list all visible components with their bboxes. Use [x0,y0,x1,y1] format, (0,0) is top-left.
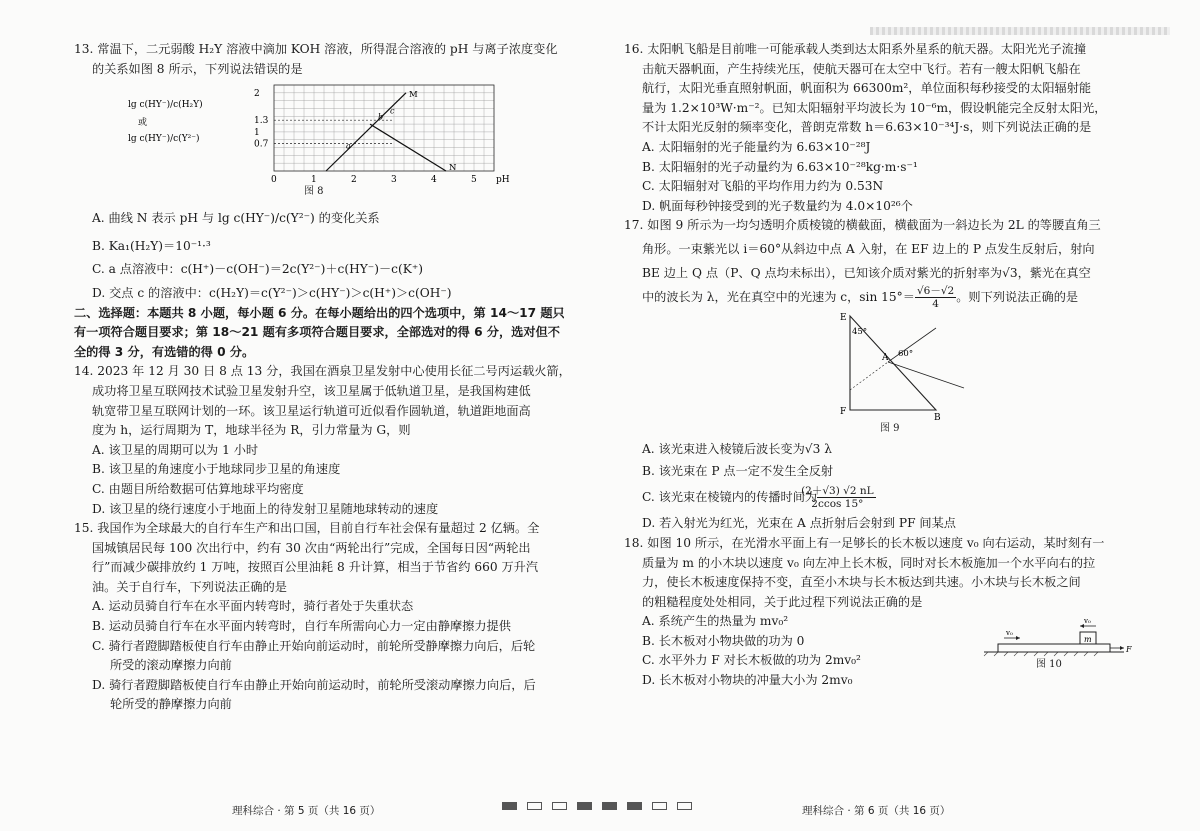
x-axis-label: pH [496,175,510,186]
q14-option-c: C. 由题目所给数据可估算地球平均密度 [92,481,304,496]
q16-option-d: D. 帆面每秒钟接受到的光子数量约为 4.0×10²⁶个 [642,198,913,213]
section2-line2: 有一项符合题目要求；第 18～21 题有多项符合题目要求，全部选对的得 6 分，选对但不 [74,325,560,340]
figure-10-caption: 图 10 [1036,659,1062,671]
q17-option-c [642,485,1132,510]
q14-line2: 成功将卫星互联网技术试验卫星发射升空，该卫星属于低轨道卫星，是我国构建低 [92,383,531,398]
q13-option-c: C. a 点溶液中：c(H⁺)－c(OH⁻)＝2c(Y²⁻)＋c(HY⁻)－c(K⁺) [92,262,424,277]
q17-line4-text: 中的波长为 λ，光在真空中的光速为 c，sin 15°＝ [642,290,915,305]
q13-option-b: B. Ka₁(H₂Y)＝10⁻¹·³ [92,238,211,253]
page-marker-row [502,800,692,812]
section2-line1: 二、选择题：本题共 8 小题，每小题 6 分。在每小题给出的四个选项中，第 14～17 题只 [74,305,565,320]
x-tick-label: 1 [311,175,317,186]
long-board [998,644,1110,652]
q15-line4: 油。关于自行车，下列说法正确的是 [92,579,287,594]
right-column [624,40,1132,691]
q17-line4-end: 。则下列说法正确的是 [956,290,1079,305]
sin15-denominator: 4 [932,298,939,311]
x-tick-label: 4 [431,175,437,186]
page-marker [527,802,542,810]
y-tick-label: 0.7 [254,139,269,150]
label-B: B [934,413,941,424]
scan-artifact-bar [870,27,1170,35]
q16-line5: 不计太阳光反射的频率变化，普朗克常数 h＝6.63×10⁻³⁴J·s，则下列说法正确的是 [642,120,1092,135]
page-marker [627,802,642,810]
q15-option-d1: D. 骑行者蹬脚踏板使自行车由静止开始向前运动时，前轮所受滚动摩擦力向后，后 [92,677,536,692]
q16-line4: 量为 1.2×10³W·m⁻²。已知太阳辐射平均波长为 10⁻⁶m，假设帆能完全反射太阳光， [642,100,1107,115]
figure-9-caption: 图 9 [880,423,900,435]
figure-8 [124,79,586,203]
page-marker [677,802,692,810]
q14-option-a: A. 该卫星的周期可以为 1 小时 [92,442,259,457]
footer-right: 理科综合 · 第 6 页（共 16 页） [802,805,951,817]
figure-9-prism [824,310,984,424]
label-F: F [1126,645,1132,655]
x-tick-label: 5 [471,175,477,186]
figure-9 [824,310,1132,440]
point-label-a: a [346,141,351,151]
y-tick-label: 1 [254,128,260,139]
q18-line3: 力，使长木板速度保持不变，直至小木块与长木板达到共速。小木块与长木板之间 [642,575,1081,590]
figure-8-ylabel2: lg c(HY⁻)/c(Y²⁻) [128,134,200,145]
label-v0-board: v₀ [1006,629,1013,638]
page-marker [577,802,592,810]
figure-8-ylabel-or: 或 [138,118,148,129]
q13-option-d: D. 交点 c 的溶液中：c(H₂Y)＝c(Y²⁻)＞c(HY⁻)＞c(H⁺)＞c(OH⁻) [92,285,452,300]
figure-8-marks [254,89,510,185]
q18-option-b: B. 长木板对小物块做的功为 0 [642,633,805,648]
page-marker [652,802,667,810]
reflected-ray [888,362,964,388]
force-arrowhead [1120,646,1124,650]
label-E: E [840,313,847,324]
y-tick-label: 2 [254,89,260,100]
q18-options-block [624,612,1132,690]
label-45deg: 45° [852,327,868,338]
q15-line1: 15. 我国作为全球最大的自行车生产和出口国，目前自行车社会保有量超过 2 亿辆。全 [74,521,540,536]
x-tick-label: 2 [351,175,357,186]
x-tick-label: 0 [271,175,277,186]
q17-option-c-text: C. 该光束在棱镜内的传播时间为 [642,490,818,505]
q18-option-a: A. 系统产生的热量为 mv₀² [642,614,789,629]
q18-option-c: C. 水平外力 F 对长木板做的功为 2mv₀² [642,653,861,668]
q15-line3: 行”而减少碳排放约 1 万吨，按照百公里油耗 8 升计算，相当于节省约 660 万升汽 [92,560,539,575]
q16-option-b: B. 太阳辐射的光子动量约为 6.63×10⁻²⁸kg·m·s⁻¹ [642,159,918,174]
figure-8-chart [124,79,510,187]
q18-line2: 质量为 m 的小木块以速度 v₀ 向左冲上长木板，同时对长木板施加一个水平向右的拉 [642,555,1096,570]
point-label-b: b [378,112,384,122]
label-v0-block: v₀ [1084,617,1091,626]
q17-option-b: B. 该光束在 P 点一定不发生全反射 [642,463,834,478]
sin15-numerator: √6－√2 [916,285,955,298]
q15-option-c1: C. 骑行者蹬脚踏板使自行车由静止开始向前运动时，前轮所受静摩擦力向后，后轮 [92,638,536,653]
q13-option-a: A. 曲线 N 表示 pH 与 lg c(HY⁻)/c(Y²⁻) 的变化关系 [92,211,380,226]
label-A: A [882,353,889,364]
q17-option-d: D. 若入射光为红光，光束在 A 点折射后会射到 PF 间某点 [642,516,956,531]
q13-stem-line2: 的关系如图 8 所示，下列说法错误的是 [92,61,303,76]
time-fraction [801,485,876,511]
point-label-c: c [390,106,395,116]
q17-option-a: A. 该光束进入棱镜后波长变为√3 λ [642,442,832,457]
figure-8-grid [274,85,494,174]
q16-option-c: C. 太阳辐射对飞船的平均作用力约为 0.53N [642,179,884,194]
figure-8-caption: 图 8 [304,186,324,198]
q17-line2: 角形。一束紫光以 i＝60°从斜边中点 A 入射，在 EF 边上的 P 点发生反射后，射向 [642,241,1095,256]
figure-10 [984,612,1134,690]
label-60deg: 60° [898,349,914,360]
q16-line1: 16. 太阳帆飞船是目前唯一可能承载人类到达太阳系外星系的航天器。太阳光光子流撞 [624,42,1087,56]
q15-option-b: B. 运动员骑自行车在水平面内转弯时，自行车所需向心力一定由静摩擦力提供 [92,619,511,634]
q15-line2: 国城镇居民每 100 次出行中，约有 30 次由“两轮出行”完成，全国每日因“两轮出 [92,540,531,555]
time-denominator: 2ccos 15° [811,498,864,511]
sin15-fraction [915,285,956,310]
footer-left: 理科综合 · 第 5 页（共 16 页） [232,805,381,817]
q16-line2: 击航天器帆面，产生持续光压，使航天器可在太空中飞行。若有一艘太阳帆飞船在 [642,61,1081,76]
q18-option-d: D. 长木板对小物块的冲量大小为 2mv₀ [642,673,853,688]
q18-line1: 18. 如图 10 所示，在光滑水平面上有一足够长的长木板以速度 v₀ 向右运动，某时刻有一 [624,535,1105,550]
normal-line [850,362,888,390]
q14-option-d: D. 该卫星的绕行速度小于地面上的待发射卫星随地球转动的速度 [92,501,439,516]
q14-line3: 轨宽带卫星互联网计划的一环。该卫星运行轨道可近似看作圆轨道，轨道距地面高 [92,403,531,418]
time-numerator: (2＋√3) √2 nL [801,485,874,498]
q14-option-b: B. 该卫星的角速度小于地球同步卫星的角速度 [92,462,341,477]
q18-line4: 的粗糙程度处处相同，关于此过程下列说法正确的是 [642,594,923,609]
section2-line3: 全的得 3 分，有选错的得 0 分。 [74,344,255,359]
ground-hatch [984,652,1098,656]
y-tick-label: 1.3 [254,116,269,127]
series-label-N: N [449,163,457,174]
q17-line4 [624,285,1132,310]
q14-line4: 度为 h，运行周期为 T，地球半径为 R，引力常量为 G，则 [92,423,411,438]
page-marker [502,802,517,810]
board-arrowhead [1016,636,1020,640]
q17-line1: 17. 如图 9 所示为一均匀透明介质棱镜的横截面，横截面为一斜边长为 2L 的等腰直角三 [624,218,1101,233]
series-label-M: M [409,90,418,101]
q16-line3: 航行，太阳光垂直照射帆面，帆面积为 66300m²，单位面积每秒接受的太阳辐射能 [642,81,1092,96]
figure-8-ylabel1: lg c(HY⁻)/c(H₂Y) [128,100,203,111]
x-tick-label: 3 [391,175,397,186]
q15-option-c2: 所受的滚动摩擦力向前 [110,658,232,673]
q16-option-a: A. 太阳辐射的光子能量约为 6.63×10⁻²⁸J [642,139,871,154]
q14-line1: 14. 2023 年 12 月 30 日 8 点 13 分，我国在酒泉卫星发射中心使用长征二号丙运载火箭， [74,364,571,379]
q17-line3: BE 边上 Q 点（P、Q 点均未标出），已知该介质对紫光的折射率为√3，紫光在真空 [642,265,1091,280]
page-marker [552,802,567,810]
q13-stem-line1: 13. 常温下，二元弱酸 H₂Y 溶液中滴加 KOH 溶液，所得混合溶液的 pH 与离子浓度变化 [74,42,558,56]
label-m: m [1084,635,1092,645]
left-column [74,40,586,715]
q15-option-d2: 轮所受的静摩擦力向前 [110,697,232,712]
page-marker [602,802,617,810]
q15-option-a: A. 运动员骑自行车在水平面内转弯时，骑行者处于失重状态 [92,599,414,614]
label-F: F [840,407,847,418]
